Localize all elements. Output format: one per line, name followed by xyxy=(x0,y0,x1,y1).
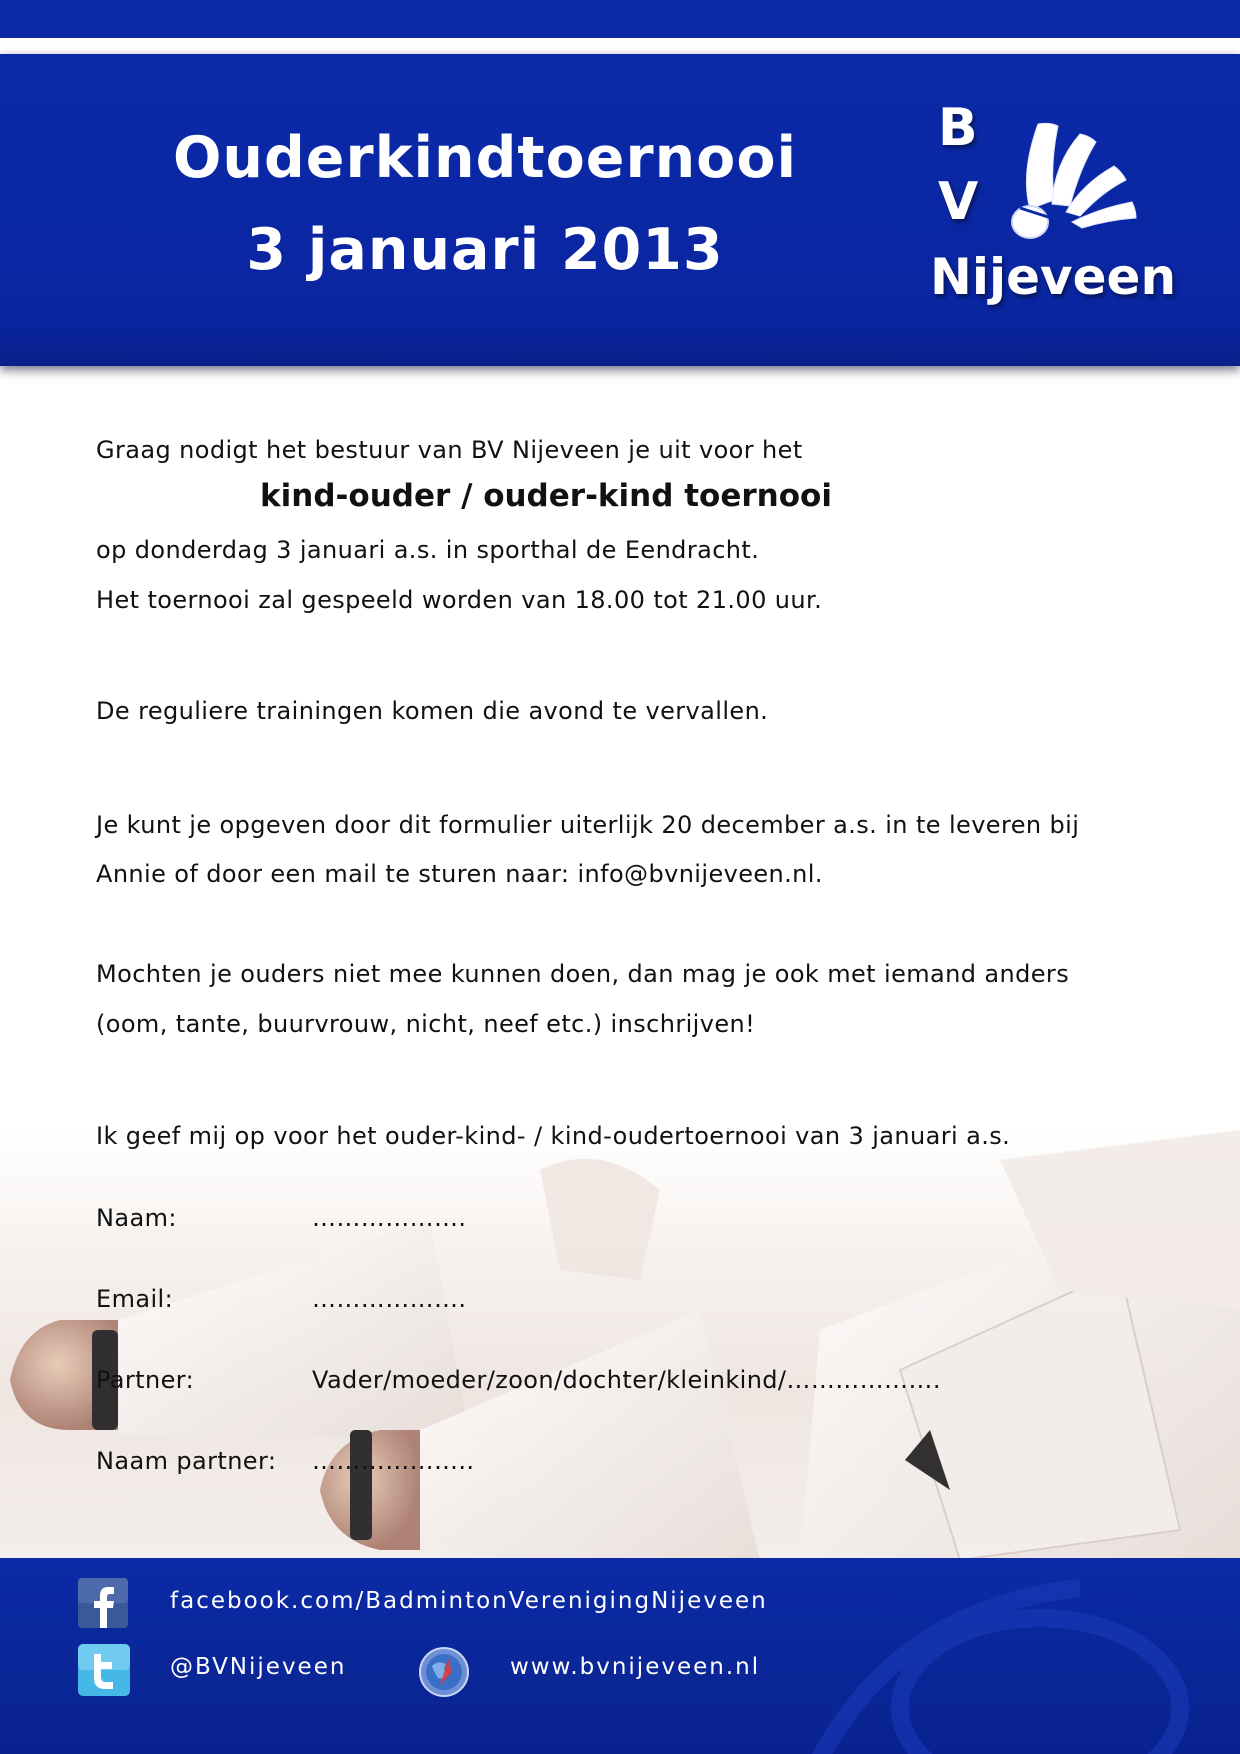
partner-name-label: Naam partner: xyxy=(96,1447,277,1475)
parents-text-2: (oom, tante, buurvrouw, nicht, neef etc.) inschrijven! xyxy=(96,1010,756,1038)
club-logo xyxy=(930,94,1177,344)
page-title xyxy=(90,112,880,296)
name-label: Naam: xyxy=(96,1204,177,1232)
date-text: op donderdag 3 januari a.s. in sporthal de Eendracht. xyxy=(96,536,760,564)
logo-letter-b: B xyxy=(938,98,978,158)
website-link[interactable]: www.bvnijeveen.nl xyxy=(510,1654,761,1680)
email-label: Email: xyxy=(96,1285,174,1313)
globe-icon[interactable] xyxy=(418,1646,470,1698)
footer xyxy=(0,1558,1240,1754)
signup-text-1: Je kunt je opgeven door dit formulier uiterlijk 20 december a.s. in te leveren bij xyxy=(96,811,1080,839)
parents-text-1: Mochten je ouders niet mee kunnen doen, dan mag je ook met iemand anders xyxy=(96,960,1070,988)
shuttlecock-photo-background xyxy=(0,1130,1240,1560)
facebook-icon[interactable] xyxy=(78,1578,128,1628)
partner-name-field: ……………….. xyxy=(312,1447,475,1475)
intro-text: Graag nodigt het bestuur van BV Nijeveen je uit voor het xyxy=(96,436,803,464)
footer-decoration xyxy=(780,1568,1200,1754)
logo-letter-v: V xyxy=(938,172,979,232)
facebook-link[interactable]: facebook.com/BadmintonVerenigingNijeveen xyxy=(170,1588,768,1614)
title-line-1: Ouderkindtoernooi xyxy=(172,125,798,191)
register-text: Ik geef mij op voor het ouder-kind- / kind-oudertoernooi van 3 januari a.s. xyxy=(96,1122,1011,1150)
top-strip xyxy=(0,0,1240,38)
twitter-icon[interactable] xyxy=(78,1644,130,1696)
training-text: De reguliere trainingen komen die avond te vervallen. xyxy=(96,697,769,725)
shuttlecock-icon xyxy=(1010,104,1160,244)
logo-name: Nijeveen xyxy=(930,248,1177,306)
partner-label: Partner: xyxy=(96,1366,195,1394)
event-name-heading: kind-ouder / ouder-kind toernooi xyxy=(260,478,832,514)
twitter-handle[interactable]: @BVNijeveen xyxy=(170,1654,347,1680)
signup-text-2: Annie of door een mail te sturen naar: info@bvnijeveen.nl. xyxy=(96,860,823,888)
email-field: ………………. xyxy=(312,1285,467,1313)
header-banner xyxy=(0,54,1240,366)
time-text: Het toernooi zal gespeeld worden van 18.00 tot 21.00 uur. xyxy=(96,586,823,614)
title-line-2: 3 januari 2013 xyxy=(246,217,724,283)
partner-field: Vader/moeder/zoon/dochter/kleinkind/………………. xyxy=(312,1366,941,1394)
name-field: ………………. xyxy=(312,1204,467,1232)
